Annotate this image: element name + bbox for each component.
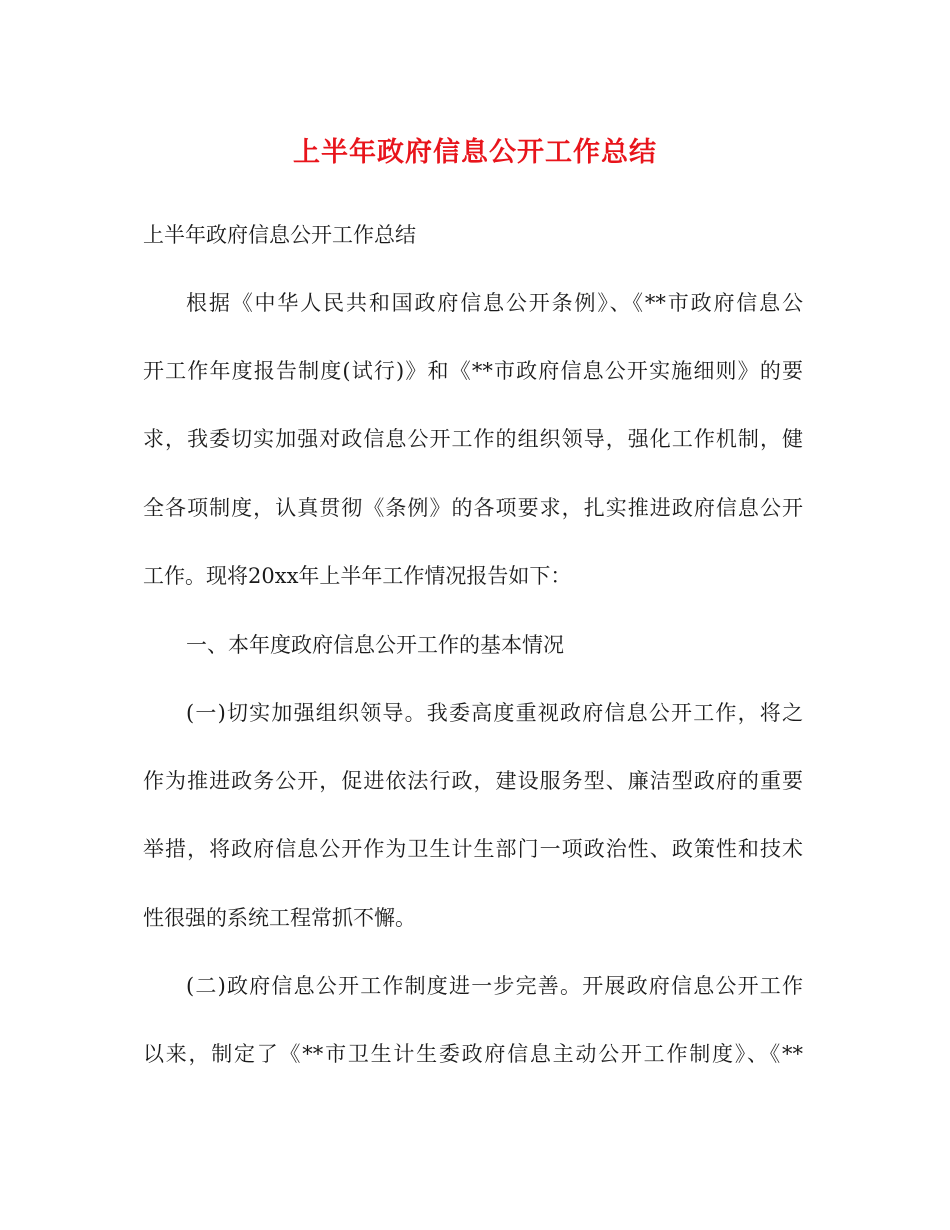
paragraph-line: 根据《中华人民共和国政府信息公开条例》、《**市政府信息公 [186, 291, 803, 315]
paragraph-line: 全各项制度，认真贯彻《条例》的各项要求，扎实推进政府信息公开 [143, 496, 803, 520]
section-heading: 一、本年度政府信息公开工作的基本情况 [186, 633, 564, 657]
paragraph-line: 性很强的系统工程常抓不懈。 [143, 906, 416, 930]
paragraph-line: (二)政府信息公开工作制度进一步完善。开展政府信息公开工作 [186, 974, 803, 998]
paragraph-line: 作为推进政务公开，促进依法行政，建设服务型、廉洁型政府的重要 [143, 769, 803, 793]
paragraph-line: 举措，将政府信息公开作为卫生计生部门一项政治性、政策性和技术 [143, 837, 803, 861]
paragraph-line: (一)切实加强组织领导。我委高度重视政府信息公开工作，将之 [186, 701, 803, 725]
document-title: 上半年政府信息公开工作总结 [293, 137, 657, 168]
subtitle-line: 上半年政府信息公开工作总结 [143, 223, 416, 247]
paragraph-line: 以来，制定了《**市卫生计生委政府信息主动公开工作制度》、《** [143, 1042, 803, 1066]
paragraph-line: 工作。现将20xx年上半年工作情况报告如下： [143, 564, 572, 588]
paragraph-line: 求，我委切实加强对政信息公开工作的组织领导，强化工作机制，健 [143, 427, 803, 451]
paragraph-line: 开工作年度报告制度(试行)》和《**市政府信息公开实施细则》的要 [143, 359, 803, 383]
